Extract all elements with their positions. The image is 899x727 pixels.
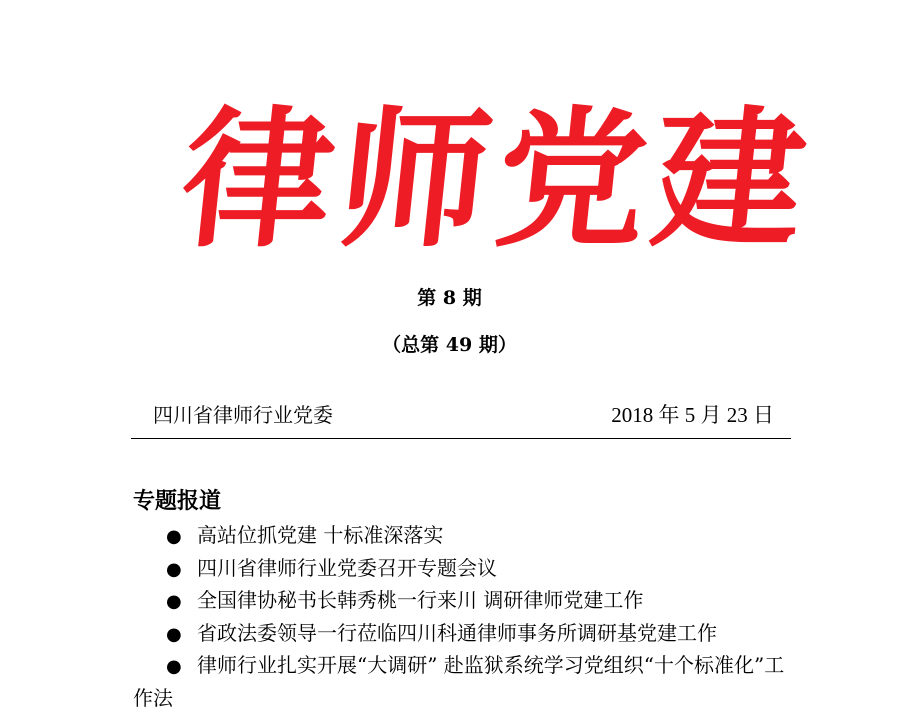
issue-number: 第 8 期 <box>417 287 482 309</box>
masthead-char-4: 建 <box>644 92 814 268</box>
list-item-text: 四川省律师行业党委召开专题会议 <box>197 555 497 580</box>
publication-date: 2018 年 5 月 23 日 <box>611 403 774 427</box>
list-item-text: 高站位抓党建 十标准深落实 <box>197 523 444 547</box>
header-divider <box>131 438 791 439</box>
section-title: 专题报道 <box>133 488 222 514</box>
list-item[interactable] <box>133 618 788 651</box>
list-item[interactable] <box>133 553 788 586</box>
masthead-char-1: 律 <box>173 92 343 268</box>
issue-total-number: （总第 49 期） <box>382 334 517 356</box>
bullet-icon: ● <box>166 591 182 612</box>
masthead-char-3: 党 <box>487 92 657 268</box>
publisher-organization: 四川省律师行业党委 <box>153 403 333 427</box>
list-item[interactable] <box>133 585 788 618</box>
list-item[interactable] <box>133 650 788 714</box>
bullet-icon: ● <box>166 558 182 580</box>
list-item[interactable] <box>133 520 788 553</box>
contents-list <box>133 520 788 714</box>
list-item-text: 全国律协秘书长韩秀桃一行来川 调研律师党建工作 <box>197 588 644 612</box>
bullet-icon: ● <box>166 526 182 547</box>
bullet-icon: ● <box>166 656 182 677</box>
masthead-char-2: 师 <box>330 92 500 268</box>
list-item-text: 省政法委领导一行莅临四川科通律师事务所调研基党建工作 <box>197 620 717 645</box>
masthead-title <box>0 92 899 268</box>
list-item-text: 律师行业扎实开展“大调研” 赴监狱系统学习党组织“十个标准化”工作法 <box>133 653 785 710</box>
bullet-icon: ● <box>166 623 182 645</box>
